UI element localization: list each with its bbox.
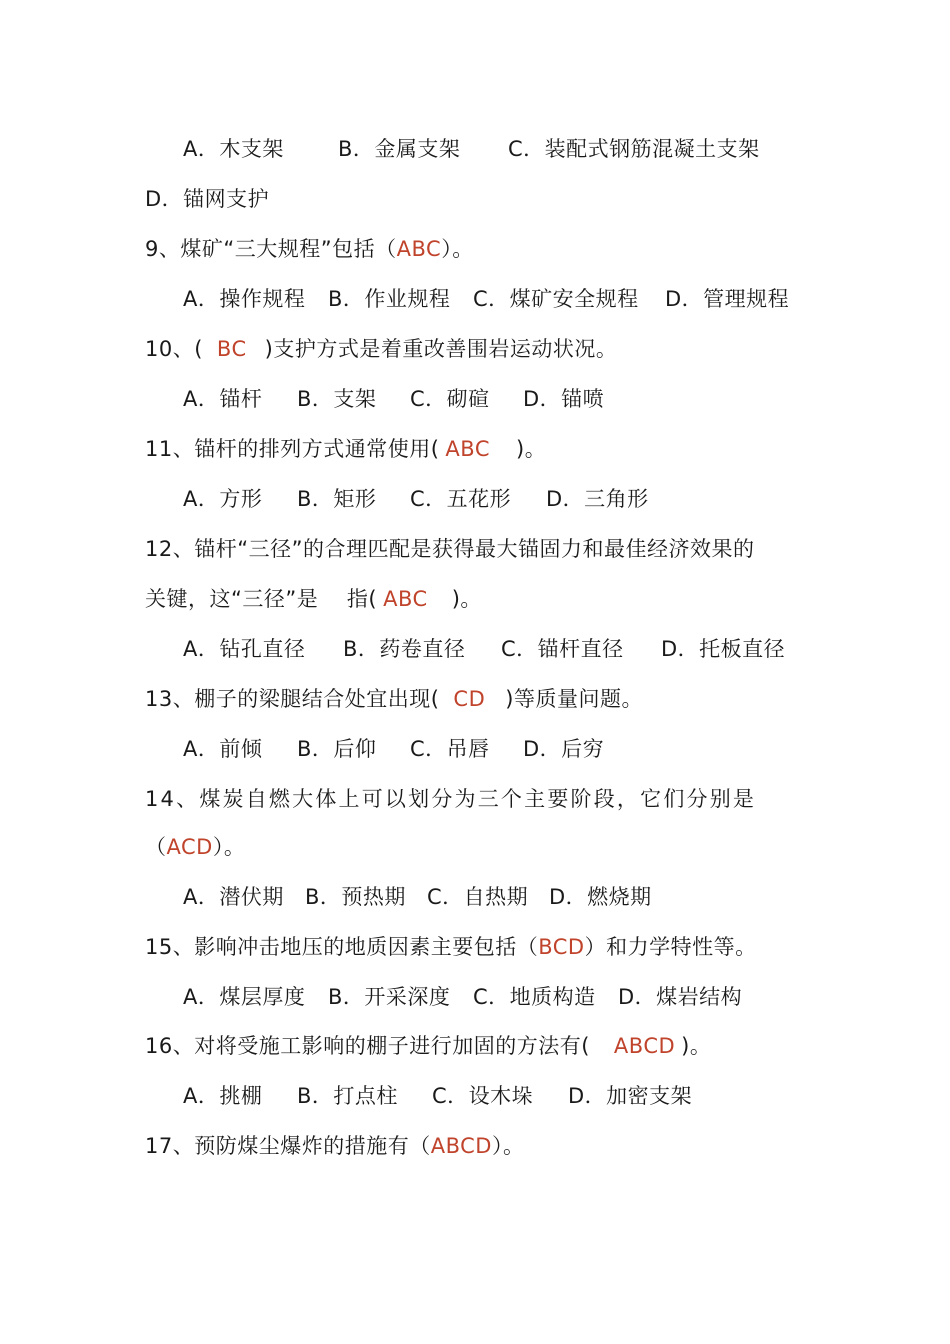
q9-answer: ABC <box>396 237 442 261</box>
q10-question <box>145 334 617 364</box>
q12-prefix: 关键，这“三径”是 指( <box>145 587 378 611</box>
q13-option-a: A．前倾 <box>183 737 263 761</box>
q11-option-a: A．方形 <box>183 487 263 511</box>
q12-option-a: A．钻孔直径 <box>183 637 306 661</box>
q13-suffix: )等质量问题。 <box>505 687 643 711</box>
q9-option-a: A．操作规程 <box>183 287 306 311</box>
q8-option-b: B．金属支架 <box>338 137 461 161</box>
q16-option-b: B．打点柱 <box>297 1084 398 1108</box>
q12-suffix: )。 <box>451 587 482 611</box>
q12-option-d: D．托板直径 <box>661 637 786 661</box>
q12-question-line1: 12、锚杆“三径”的合理匹配是获得最大锚固力和最佳经济效果的 <box>145 537 755 561</box>
q15-option-d: D．煤岩结构 <box>618 985 743 1009</box>
q17-prefix: 17、预防煤尘爆炸的措施有（ <box>145 1134 431 1158</box>
q14-option-a: A．潜伏期 <box>183 885 284 909</box>
q13-answer: CD <box>453 687 486 711</box>
q15-option-a: A．煤层厚度 <box>183 985 306 1009</box>
q11-suffix: )。 <box>516 437 547 461</box>
q10-options-line <box>183 384 604 414</box>
q13-question <box>145 684 643 714</box>
q10-option-c: C．砌碹 <box>410 387 490 411</box>
q11-prefix: 11、锚杆的排列方式通常使用( <box>145 437 440 461</box>
q10-option-b: B．支架 <box>297 387 377 411</box>
q13-option-b: B．后仰 <box>297 737 377 761</box>
q9-option-b: B．作业规程 <box>328 287 451 311</box>
q16-suffix: )。 <box>681 1034 712 1058</box>
q16-options-line <box>183 1081 692 1111</box>
q16-option-a: A．挑棚 <box>183 1084 263 1108</box>
q12-option-b: B．药卷直径 <box>343 637 466 661</box>
q14-options-line <box>183 882 652 912</box>
q15-option-b: B．开采深度 <box>328 985 451 1009</box>
q13-option-d: D．后穷 <box>523 737 605 761</box>
q8-option-d: D．锚网支护 <box>145 187 270 211</box>
q9-option-d: D．管理规程 <box>665 287 790 311</box>
q11-option-b: B．矩形 <box>297 487 377 511</box>
q11-options-line <box>183 484 649 514</box>
q13-options-line <box>183 734 604 764</box>
q9-question <box>145 234 474 264</box>
q13-option-c: C．吊唇 <box>410 737 490 761</box>
q12-options-line <box>183 634 785 664</box>
q10-prefix: 10、( <box>145 337 203 361</box>
q11-option-d: D．三角形 <box>546 487 649 511</box>
q15-prefix: 15、影响冲击地压的地质因素主要包括（ <box>145 935 539 959</box>
q14-question-line2 <box>145 832 245 862</box>
q14-prefix: （ <box>145 835 167 859</box>
q17-question <box>145 1131 524 1161</box>
q10-suffix: )支护方式是着重改善围岩运动状况。 <box>264 337 618 361</box>
q10-option-a: A．锚杆 <box>183 387 263 411</box>
q15-answer: BCD <box>538 935 585 959</box>
q8-option-c: C．装配式钢筋混凝土支架 <box>508 137 760 161</box>
q9-prefix: 9、煤矿“三大规程”包括（ <box>145 237 397 261</box>
q9-option-c: C．煤矿安全规程 <box>473 287 639 311</box>
q14-option-b: B．预热期 <box>305 885 406 909</box>
q14-option-d: D．燃烧期 <box>549 885 652 909</box>
q9-options-line <box>183 284 789 314</box>
q9-suffix: ）。 <box>441 237 474 261</box>
q17-suffix: ）。 <box>491 1134 525 1158</box>
q12-question-line2 <box>145 584 482 614</box>
q17-answer: ABCD <box>430 1134 492 1158</box>
q15-suffix: ）和力学特性等。 <box>584 935 757 959</box>
q16-answer: ABCD <box>613 1034 676 1058</box>
q11-answer: ABC <box>445 437 490 461</box>
q12-option-c: C．锚杆直径 <box>501 637 624 661</box>
q16-prefix: 16、对将受施工影响的棚子进行加固的方法有( <box>145 1034 590 1058</box>
q14-answer: ACD <box>166 835 213 859</box>
q10-answer: BC <box>216 337 247 361</box>
q15-question <box>145 932 757 962</box>
q12-answer: ABC <box>383 587 428 611</box>
q15-options-line <box>183 982 742 1012</box>
q16-option-c: C．设木垛 <box>432 1084 534 1108</box>
q11-option-c: C．五花形 <box>410 487 512 511</box>
q15-option-c: C．地质构造 <box>473 985 596 1009</box>
q14-suffix: ）。 <box>212 835 246 859</box>
q14-question-line1: 14、煤炭自燃大体上可以划分为三个主要阶段，它们分别是 <box>145 787 757 811</box>
q14-option-c: C．自热期 <box>427 885 529 909</box>
q8-option-a: A．木支架 <box>183 137 284 161</box>
q11-question <box>145 434 546 464</box>
q16-question <box>145 1031 711 1061</box>
q13-prefix: 13、棚子的梁腿结合处宜出现( <box>145 687 440 711</box>
q8-options-line <box>183 134 760 164</box>
q16-option-d: D．加密支架 <box>568 1084 693 1108</box>
q10-option-d: D．锚喷 <box>523 387 605 411</box>
